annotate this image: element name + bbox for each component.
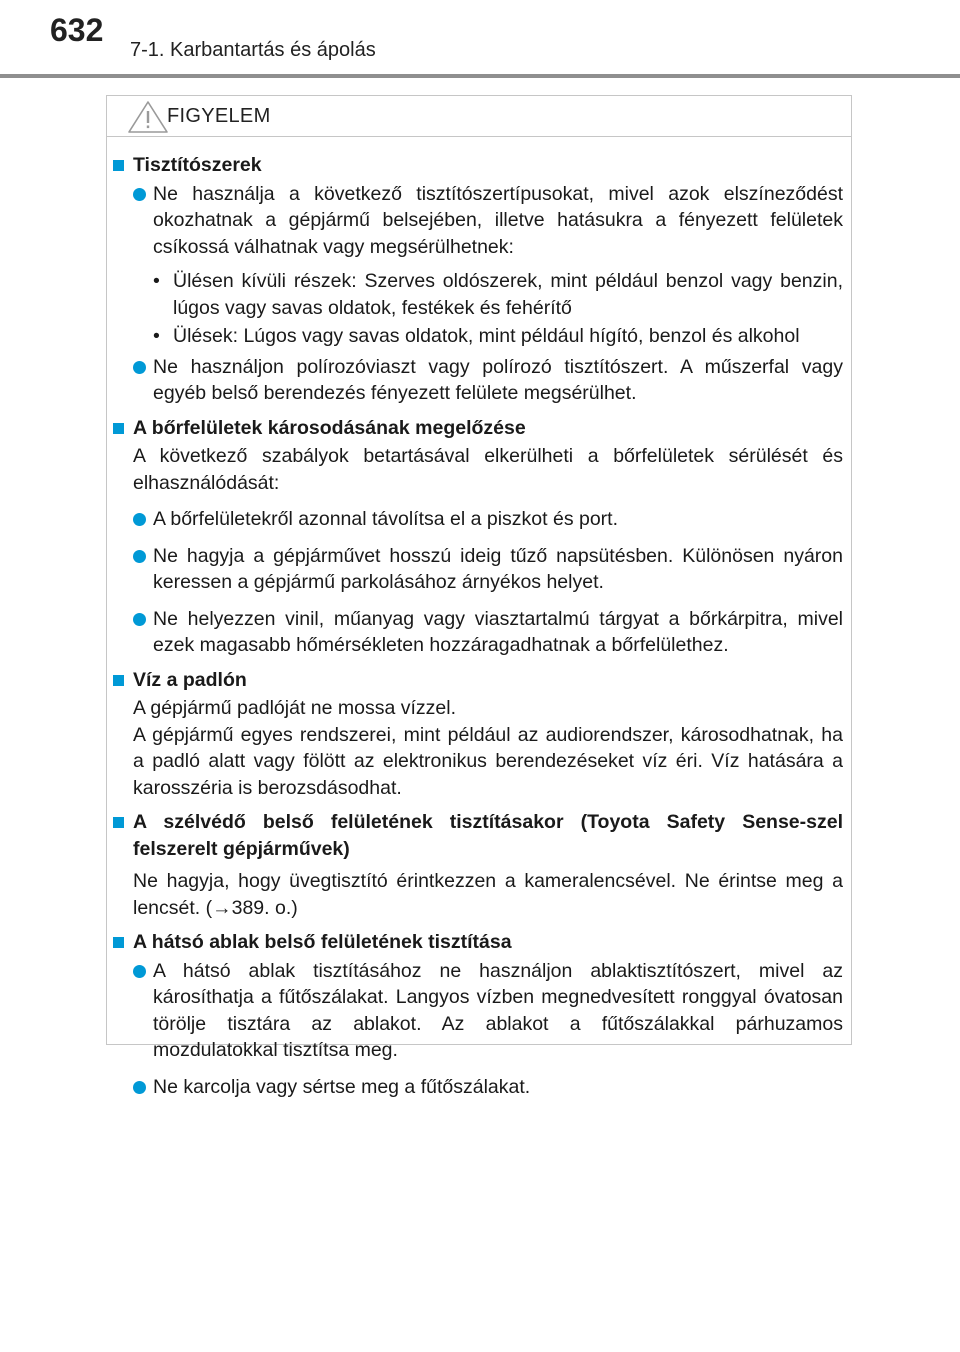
list-item-text: Ne hagyja a gépjárművet hosszú ideig tűző napsütésben. Különösen nyáron keressen a gépjármű parkolásához árnyékos helyet. — [153, 544, 843, 593]
section-heading-text: A hátsó ablak belső felületének tisztítása — [133, 931, 512, 953]
section-heading-text: Tisztítószerek — [133, 154, 262, 176]
page-number: 632 — [50, 12, 104, 48]
small-bullet-icon: • — [153, 270, 160, 292]
circle-bullet-icon — [133, 188, 146, 201]
circle-bullet-icon — [133, 613, 146, 626]
list-item-text: Ne helyezzen vinil, műanyag vagy viasztartalmú tárgyat a bőrkárpitra, mivel ezek magasabb hőmérsékleten hozzáragadhatnak a bőrfelülethez. — [153, 607, 843, 656]
section-intro: A következő szabályok betartásával elkerülheti a bőrfelületek sérülését és elhasználódását: — [133, 445, 843, 494]
square-bullet-icon — [113, 423, 124, 434]
sub-list-item — [111, 323, 843, 350]
section-windshield-cleaning — [111, 809, 843, 921]
list-item — [111, 543, 843, 596]
section-heading — [111, 152, 843, 179]
square-bullet-icon — [113, 675, 124, 686]
square-bullet-icon — [113, 160, 124, 171]
section-heading-text: A bőrfelületek károsodásának megelőzése — [133, 416, 526, 439]
section-heading-text: A szélvédő belső felületének tisztításakor (Toyota Safety Sense-szel felszerelt gépjárművek) — [133, 811, 843, 860]
circle-bullet-icon — [133, 965, 146, 978]
section-heading — [111, 929, 843, 956]
warning-header — [107, 96, 851, 137]
section-heading-text: Víz a padlón — [133, 668, 247, 691]
warning-box — [106, 95, 852, 1098]
warning-body — [107, 137, 851, 1100]
list-item — [111, 958, 843, 1064]
section-paragraph: Ne hagyja, hogy üvegtisztító érintkezzen a kameralencsével. Ne érintse meg a lencsét. (→389. o.) — [133, 870, 843, 919]
section-heading — [111, 809, 843, 862]
section-heading — [111, 667, 843, 694]
section-paragraph: A gépjármű padlóját ne mossa vízzel. — [133, 697, 457, 719]
list-item — [111, 606, 843, 659]
circle-bullet-icon — [133, 550, 146, 563]
circle-bullet-icon — [133, 361, 146, 374]
warning-title: FIGYELEM — [167, 105, 271, 127]
sub-list-item-text: Ülésen kívüli részek: Szerves oldószerek, mint például benzol vagy benzin, lúgos vagy savas oldatok, festékek és fehérítő — [173, 270, 843, 319]
list-item-text: Ne használja a következő tisztítószertípusokat, mivel azok elszíneződést okozhatnak a gépjármű belsejében, illetve hatásukra a fényezett felületek csíkossá válhatnak vagy megsérülhetnek: — [153, 182, 843, 258]
list-item — [111, 506, 843, 533]
sub-list-item-text: Ülések: Lúgos vagy savas oldatok, mint például hígító, benzol és alkohol — [173, 325, 800, 347]
list-item — [111, 354, 843, 407]
circle-bullet-icon — [133, 513, 146, 526]
square-bullet-icon — [113, 937, 124, 948]
section-leather-protection — [111, 415, 843, 659]
section-title: 7-1. Karbantartás és ápolás — [130, 39, 376, 61]
list-item-text: Ne karcolja vagy sértse meg a fűtőszálakat. — [153, 1075, 531, 1098]
list-item-text: Ne használjon polírozóviaszt vagy polírozó tisztítószert. A műszerfal vagy egyéb belső berendezés fényezett felülete megsérülhet. — [153, 355, 843, 404]
list-item — [111, 1074, 843, 1101]
list-item — [111, 181, 843, 261]
section-rear-window-cleaning — [111, 929, 843, 1100]
warning-triangle-icon — [127, 100, 169, 134]
section-cleaning-agents — [111, 152, 843, 407]
page-header — [0, 0, 960, 78]
section-paragraph: A gépjármű egyes rendszerei, mint például az audiorendszer, károsodhatnak, ha a padló alatt vagy fölött az elektronikus berendezéseket víz éri. Víz hatására a karosszéria is berozsdásodhat. — [133, 723, 843, 799]
section-water-on-floor — [111, 667, 843, 802]
sub-list-item — [111, 268, 843, 321]
circle-bullet-icon — [133, 1081, 146, 1094]
section-heading — [111, 415, 843, 442]
list-item-text: A bőrfelületekről azonnal távolítsa el a piszkot és port. — [153, 508, 619, 530]
square-bullet-icon — [113, 817, 124, 828]
list-item-text: A hátsó ablak tisztításához ne használjon ablaktisztítószert, mivel az károsíthatja a fűtőszálakat. Langyos vízben megnedvesített ronggyal óvatosan törölje tisztára az ablakot. Az ablakot a fűtőszálakkal párhuzamos mozdulatokkal tisztítsa meg. — [153, 959, 843, 1061]
small-bullet-icon: • — [153, 325, 160, 347]
header-rule — [0, 74, 960, 78]
